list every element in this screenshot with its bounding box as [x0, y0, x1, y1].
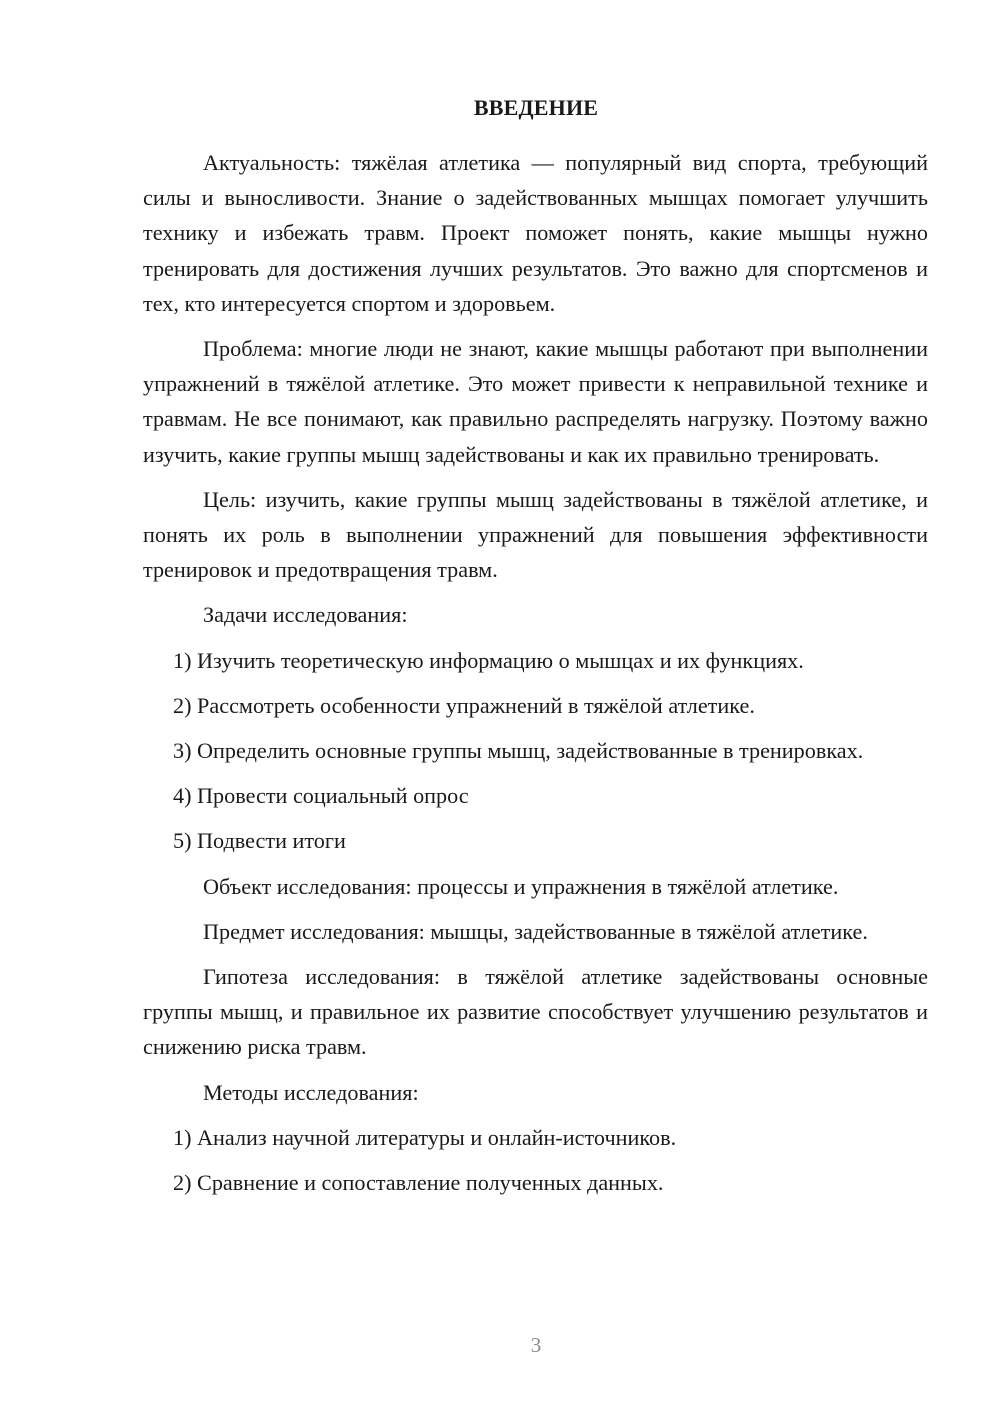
document-body — [143, 145, 928, 1210]
task-item-5: 5) Подвести итоги — [173, 828, 346, 854]
paragraph-subject: Предмет исследования: мышцы, задействованные в тяжёлой атлетике. — [203, 918, 868, 944]
page-title: ВВЕДЕНИЕ — [473, 95, 599, 120]
method-item-1: 1) Анализ научной литературы и онлайн-источников. — [173, 1124, 677, 1150]
method-item-2: 2) Сравнение и сопоставление полученных данных. — [173, 1170, 664, 1196]
paragraph-object: Объект исследования: процессы и упражнения в тяжёлой атлетике. — [203, 873, 839, 899]
paragraph-problem: Проблема: многие люди не знают, какие мышцы работают при выполнении упражнений в тяжёлой атлетике. Это может привести к неправильной технике и травмам. Не все понимают, как правильно распределять нагрузку. Поэтому важно изучить, какие группы мышц задействованы и как их правильно тренировать. — [143, 336, 928, 467]
task-item-1: 1) Изучить теоретическую информацию о мышцах и их функциях. — [173, 647, 804, 673]
task-item-2: 2) Рассмотреть особенности упражнений в тяжёлой атлетике. — [173, 692, 755, 718]
paragraph-goal: Цель: изучить, какие группы мышц задействованы в тяжёлой атлетике, и понять их роль в выполнении упражнений для повышения эффективности тренировок и предотвращения травм. — [143, 486, 928, 583]
tasks-heading: Задачи исследования: — [203, 602, 408, 628]
page-number: 3 — [530, 1333, 542, 1357]
paragraph-relevance: Актуальность: тяжёлая атлетика — популярный вид спорта, требующий силы и выносливости. Знание о задействованных мышцах помогает улучшить технику и избежать травм. Проект поможет понять, какие мышцы нужно тренировать для достижения лучших результатов. Это важно для спортсменов и тех, кто интересуется спортом и здоровьем. — [143, 150, 928, 316]
task-item-3: 3) Определить основные группы мышц, задействованные в тренировках. — [173, 738, 864, 764]
task-item-4: 4) Провести социальный опрос — [173, 783, 469, 809]
methods-heading: Методы исследования: — [203, 1079, 419, 1105]
paragraph-hypothesis: Гипотеза исследования: в тяжёлой атлетике задействованы основные группы мышц, и правильное их развитие способствует улучшению результатов и снижению риска травм. — [143, 964, 928, 1060]
